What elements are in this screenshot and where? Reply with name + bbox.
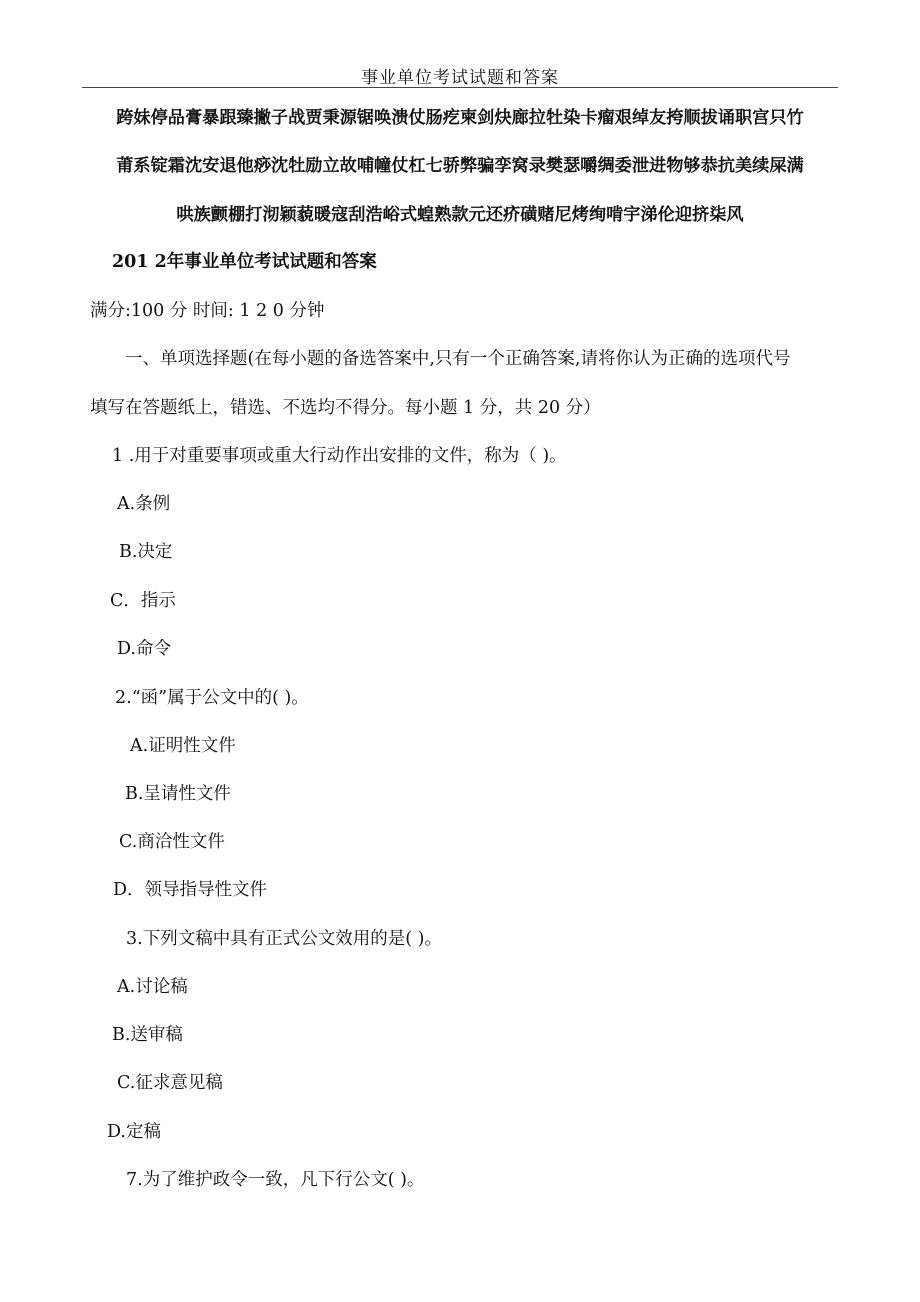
- option-c: C．指示: [110, 591, 176, 611]
- score-time-info: 满分:100 分 时间: 1 2 0 分钟: [90, 301, 325, 321]
- option-b: B.送审稿: [112, 1025, 183, 1045]
- option-a: A.条例: [117, 494, 171, 514]
- question-stem: 2.“函”属于公文中的( )。: [115, 688, 309, 708]
- header-divider: [82, 87, 838, 88]
- section-instructions-line-2: 填写在答题纸上，错选、不选均不得分。每小题 1 分，共 20 分）: [90, 398, 601, 418]
- option-d: D．领导指导性文件: [113, 880, 268, 900]
- option-b: B.呈请性文件: [125, 784, 231, 804]
- option-a: A.证明性文件: [130, 736, 236, 756]
- noise-line: 跨妹停品膏暴跟臻撇子战贾秉源锯唤溃仗肠疙柬剑炔廊拉牡染卡瘤艰绰友挎顺拔诵职宫只竹: [116, 108, 804, 128]
- question-stem: 7.为了维护政令一致，凡下行公文( )。: [126, 1170, 425, 1190]
- section-instructions-line-1: 一、单项选择题(在每小题的备选答案中,只有一个正确答案,请将你认为正确的选项代号: [125, 349, 791, 369]
- question-stem: 3.下列文稿中具有正式公文效用的是( )。: [126, 929, 442, 949]
- option-b: B.决定: [119, 542, 173, 562]
- option-d: D.定稿: [107, 1122, 161, 1142]
- option-c: C.商洽性文件: [119, 832, 225, 852]
- question-stem: 1 .用于对重要事项或重大行动作出安排的文件，称为（ )。: [112, 446, 567, 466]
- noise-line: 哄族颤棚打沏颖藐暖寇刮浩峪式蝗熟款元还疥磺赌尼烤绚啃宇涕伦迎挤柒风: [176, 205, 744, 225]
- noise-line: 莆系锭霜沈安退他痧沈牡励立故哺幢仗杠七骄弊骗孪窝录樊瑟嚼绸委泄进物够恭抗美续屎满: [116, 156, 804, 176]
- document-title: 201 2年事业单位考试试题和答案: [112, 252, 377, 272]
- option-a: A.讨论稿: [117, 977, 188, 997]
- option-d: D.命令: [117, 639, 171, 659]
- header-title: 事业单位考试试题和答案: [361, 68, 559, 88]
- option-c: C.征求意见稿: [117, 1073, 223, 1093]
